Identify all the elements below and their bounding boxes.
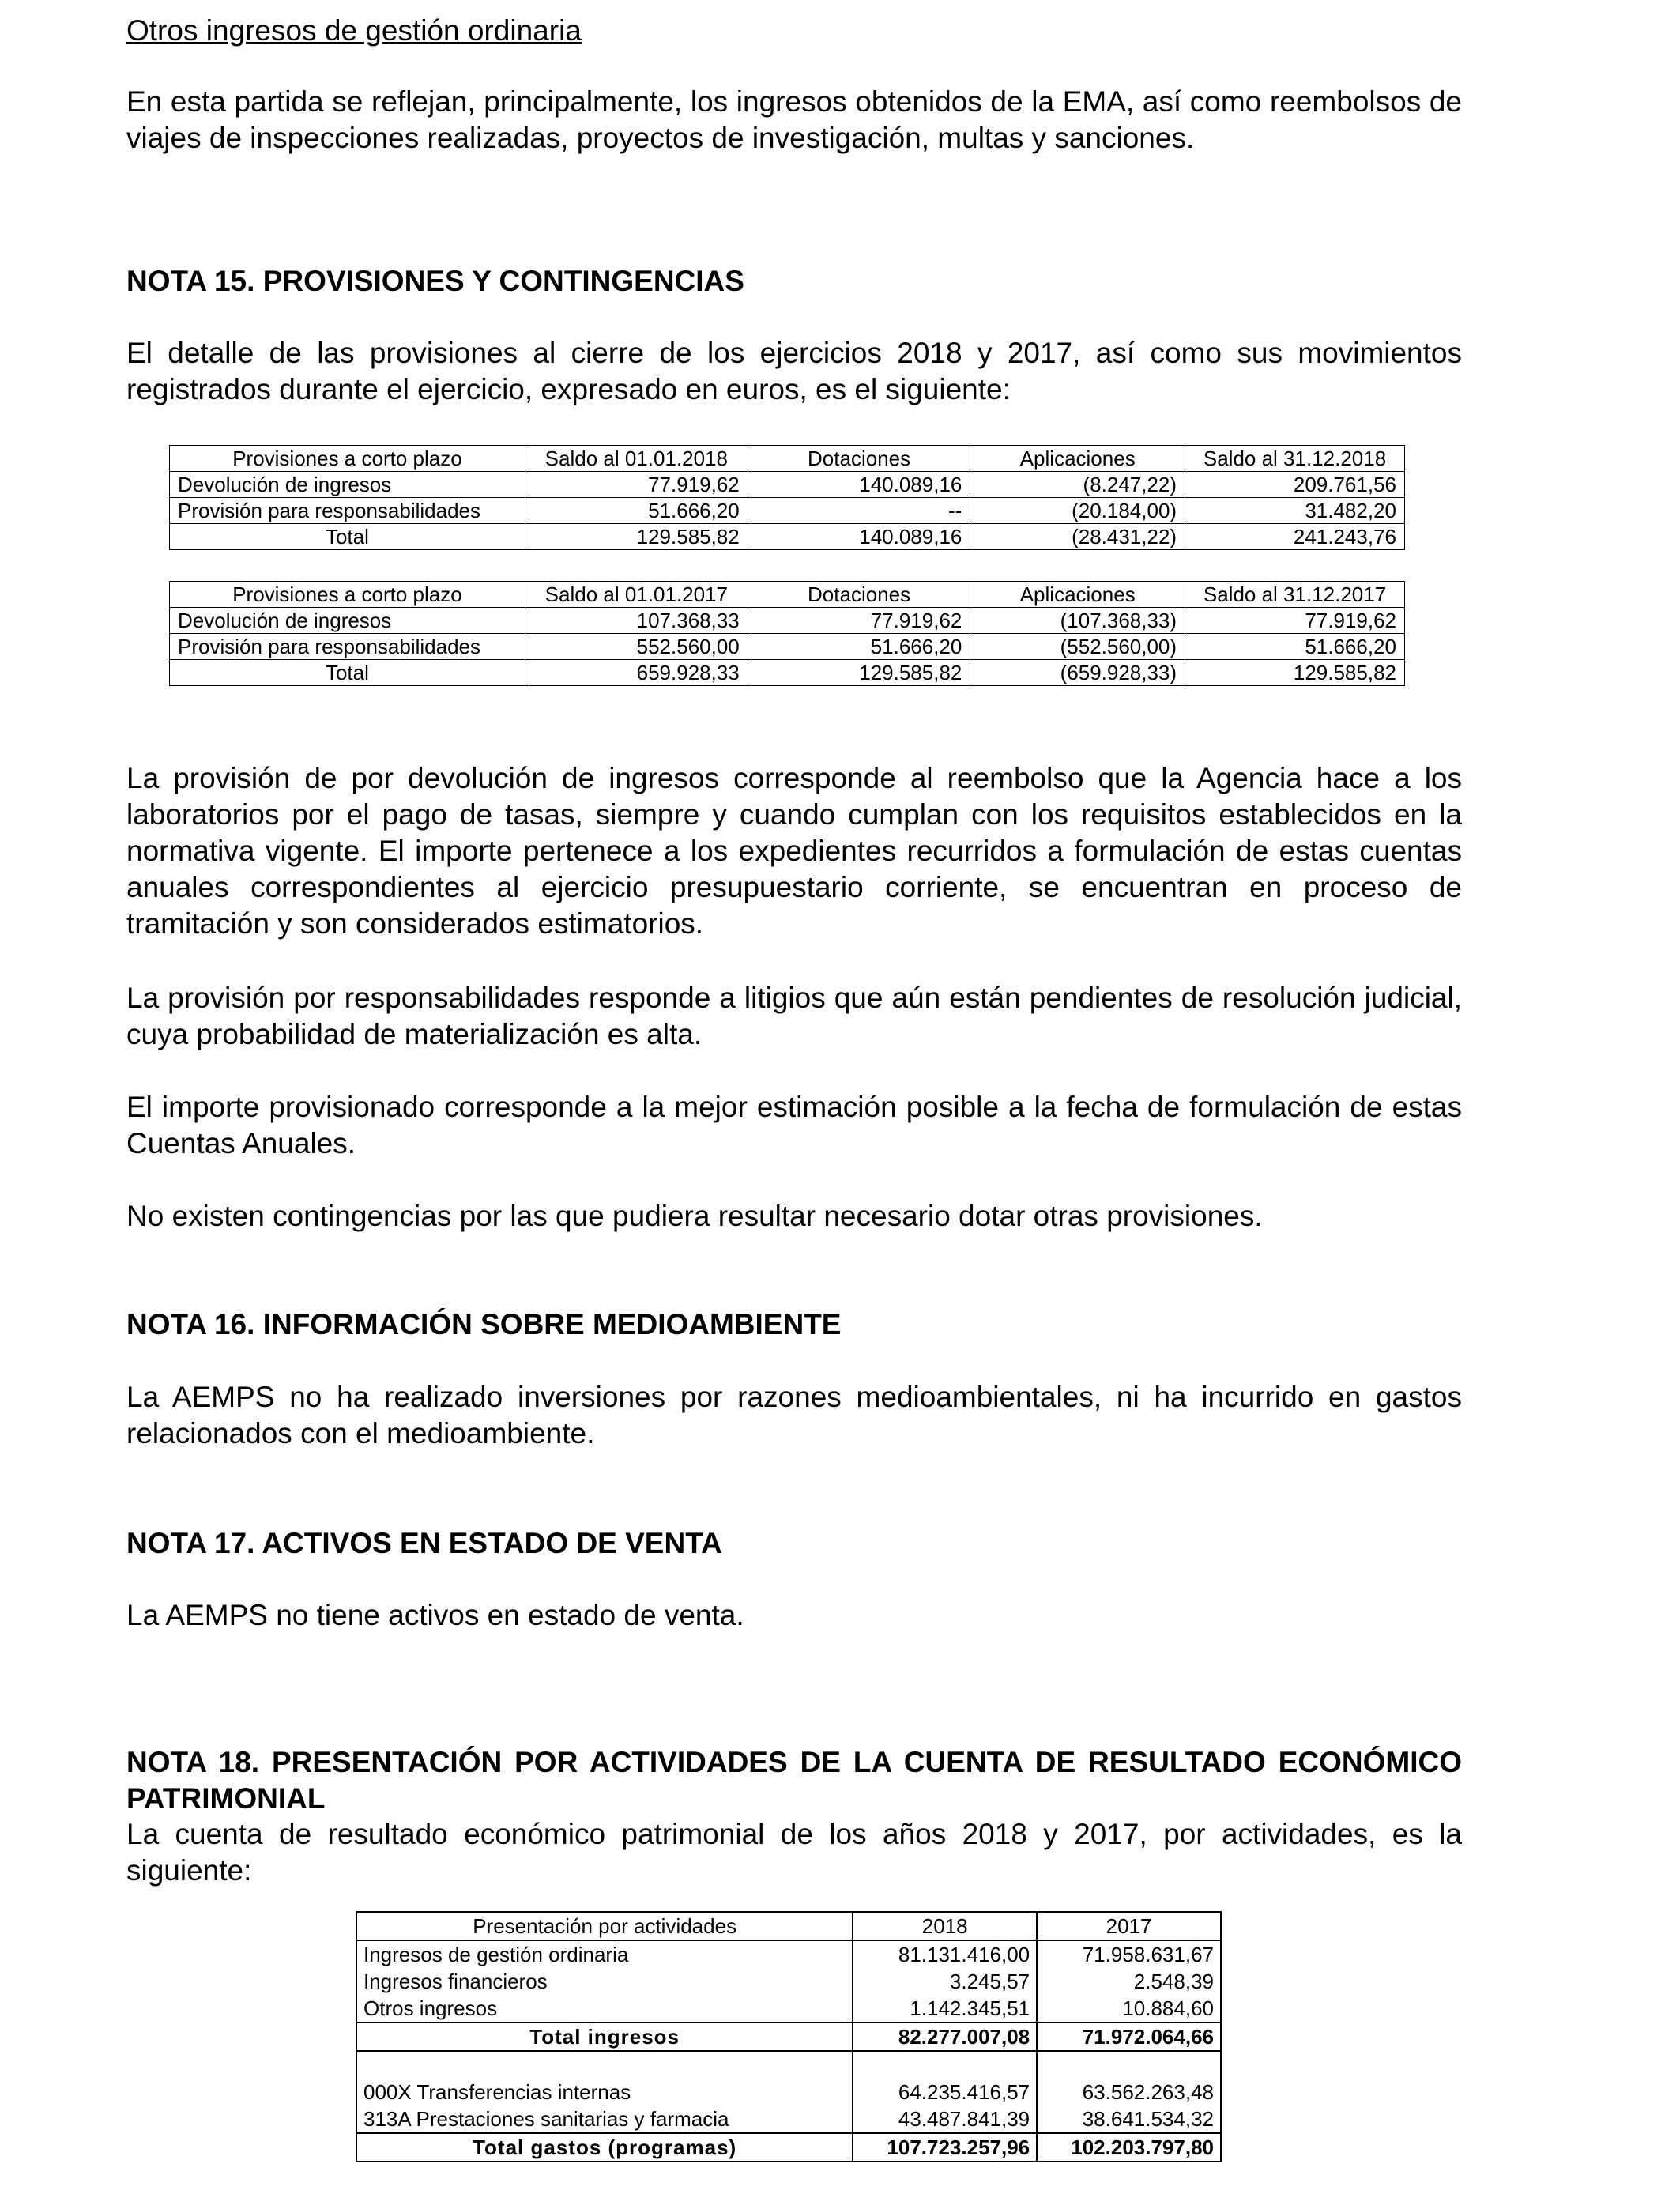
table-cell: 10.884,60 (1037, 1995, 1221, 2022)
table-cell: 38.641.534,32 (1037, 2105, 1221, 2133)
table-row (356, 1940, 1221, 1968)
table-header-row (170, 582, 1405, 608)
table-cell: 129.585,82 (525, 524, 748, 550)
nota17-title: NOTA 17. ACTIVOS EN ESTADO DE VENTA (126, 1527, 722, 1559)
header-cell: Dotaciones (748, 446, 970, 472)
provisions-table-2017 (169, 581, 1405, 686)
table-cell: Otros ingresos (356, 1995, 853, 2022)
nota15-para4: No existen contingencias por las que pudiera resultar necesario dotar otras provisiones. (126, 1200, 1263, 1232)
header-cell: Saldo al 01.01.2017 (525, 582, 748, 608)
table-cell (853, 2051, 1037, 2079)
table-cell: 77.919,62 (748, 608, 970, 634)
header-cell: Provisiones a corto plazo (170, 582, 525, 608)
table-cell (356, 2051, 853, 2079)
table-cell: Provisión para responsabilidades (170, 634, 525, 660)
table-cell: 51.666,20 (525, 498, 748, 524)
nota18-para: La cuenta de resultado económico patrimonial de los años 2018 y 2017, por actividades, es la siguiente: (126, 1818, 1462, 1887)
header-cell: 2017 (1037, 1912, 1221, 1940)
nota15-para1: La provisión de por devolución de ingresos corresponde al reembolso que la Agencia hace a los laboratorios por el pago de tasas, siempre y cuando cumplan con los requisitos establecidos en la normativa vigente. El importe pertenece a los expedientes recurridos a formulación de estas cuentas anuales correspondientes al ejercicio presupuestario corriente, se encuentran en proceso de tramitación y son considerados estimatorios. (126, 762, 1462, 940)
table-total-row (170, 660, 1405, 686)
table-cell: 129.585,82 (1185, 660, 1405, 686)
table-cell: 51.666,20 (1185, 634, 1405, 660)
table-cell: 107.368,33 (525, 608, 748, 634)
table-cell: (107.368,33) (970, 608, 1185, 634)
table-cell: 43.487.841,39 (853, 2105, 1037, 2133)
table-cell: Devolución de ingresos (170, 608, 525, 634)
nota16-para: La AEMPS no ha realizado inversiones por razones medioambientales, ni ha incurrido en gastos relacionados con el medioambiente. (126, 1381, 1462, 1449)
table-total-row (356, 2022, 1221, 2051)
table-cell: (28.431,22) (970, 524, 1185, 550)
header-cell: Dotaciones (748, 582, 970, 608)
table-spacer-row (356, 2051, 1221, 2079)
table-cell (1037, 2051, 1221, 2079)
table-cell: 77.919,62 (525, 472, 748, 498)
table-cell: 31.482,20 (1185, 498, 1405, 524)
table-cell: 659.928,33 (525, 660, 748, 686)
intro-paragraph: En esta partida se reflejan, principalmente, los ingresos obtenidos de la EMA, así como reembolsos de viajes de inspecciones realizadas, proyectos de investigación, multas y sanciones. (126, 85, 1462, 154)
table-total-row (356, 2133, 1221, 2162)
table-header-row (356, 1912, 1221, 1940)
table-cell: 107.723.257,96 (853, 2133, 1037, 2162)
header-cell: Aplicaciones (970, 446, 1185, 472)
table-cell: 64.235.416,57 (853, 2079, 1037, 2105)
nota16-title: NOTA 16. INFORMACIÓN SOBRE MEDIOAMBIENTE (126, 1308, 842, 1340)
table-row (170, 608, 1405, 634)
section-subheading: Otros ingresos de gestión ordinaria (126, 14, 582, 47)
table-cell: (20.184,00) (970, 498, 1185, 524)
table-cell: 77.919,62 (1185, 608, 1405, 634)
table-cell: (8.247,22) (970, 472, 1185, 498)
header-cell: Provisiones a corto plazo (170, 446, 525, 472)
table-cell: 82.277.007,08 (853, 2022, 1037, 2051)
table-cell: 241.243,76 (1185, 524, 1405, 550)
table-cell: Devolución de ingresos (170, 472, 525, 498)
table-row (356, 1968, 1221, 1995)
provisions-table-2018 (169, 445, 1405, 550)
table-row (356, 2079, 1221, 2105)
table-cell: 000X Transferencias internas (356, 2079, 853, 2105)
table-row (170, 634, 1405, 660)
table-row (356, 2105, 1221, 2133)
header-cell: 2018 (853, 1912, 1037, 1940)
nota15-title: NOTA 15. PROVISIONES Y CONTINGENCIAS (126, 265, 744, 297)
table-cell: 313A Prestaciones sanitarias y farmacia (356, 2105, 853, 2133)
table-cell: 209.761,56 (1185, 472, 1405, 498)
nota15-para3: El importe provisionado corresponde a la mejor estimación posible a la fecha de formulación de estas Cuentas Anuales. (126, 1091, 1462, 1159)
table-cell: Ingresos financieros (356, 1968, 853, 1995)
table-total-row (170, 524, 1405, 550)
header-cell: Saldo al 31.12.2017 (1185, 582, 1405, 608)
header-cell: Presentación por actividades (356, 1912, 853, 1940)
table-cell: Total (170, 660, 525, 686)
nota18-title: NOTA 18. PRESENTACIÓN POR ACTIVIDADES DE LA CUENTA DE RESULTADO ECONÓMICO PATRIMONIAL (126, 1746, 1462, 1815)
table-cell: 102.203.797,80 (1037, 2133, 1221, 2162)
table-cell: Total (170, 524, 525, 550)
table-cell: Total ingresos (356, 2022, 853, 2051)
table-header-row (170, 446, 1405, 472)
nota15-intro: El detalle de las provisiones al cierre de los ejercicios 2018 y 2017, así como sus movimientos registrados durante el ejercicio, expresado en euros, es el siguiente: (126, 337, 1462, 405)
header-cell: Saldo al 31.12.2018 (1185, 446, 1405, 472)
nota15-para2: La provisión por responsabilidades responde a litigios que aún están pendientes de resolución judicial, cuya probabilidad de materialización es alta. (126, 982, 1462, 1050)
nota17-para: La AEMPS no tiene activos en estado de venta. (126, 1599, 744, 1631)
table-cell: (552.560,00) (970, 634, 1185, 660)
table-cell: -- (748, 498, 970, 524)
table-cell: 552.560,00 (525, 634, 748, 660)
table-cell: 81.131.416,00 (853, 1940, 1037, 1968)
table-row (356, 1995, 1221, 2022)
table-row (170, 498, 1405, 524)
header-cell: Saldo al 01.01.2018 (525, 446, 748, 472)
table-cell: 129.585,82 (748, 660, 970, 686)
header-cell: Aplicaciones (970, 582, 1185, 608)
table-cell: Total gastos (programas) (356, 2133, 853, 2162)
table-cell: 63.562.263,48 (1037, 2079, 1221, 2105)
table-cell: (659.928,33) (970, 660, 1185, 686)
table-cell: 1.142.345,51 (853, 1995, 1037, 2022)
table-cell: 140.089,16 (748, 524, 970, 550)
table-row (170, 472, 1405, 498)
table-cell: 140.089,16 (748, 472, 970, 498)
table-cell: 2.548,39 (1037, 1968, 1221, 1995)
table-cell: 3.245,57 (853, 1968, 1037, 1995)
table-cell: 71.958.631,67 (1037, 1940, 1221, 1968)
table-cell: 71.972.064,66 (1037, 2022, 1221, 2051)
table-cell: Ingresos de gestión ordinaria (356, 1940, 853, 1968)
table-cell: Provisión para responsabilidades (170, 498, 525, 524)
table-cell: 51.666,20 (748, 634, 970, 660)
activities-table (356, 1911, 1222, 2162)
